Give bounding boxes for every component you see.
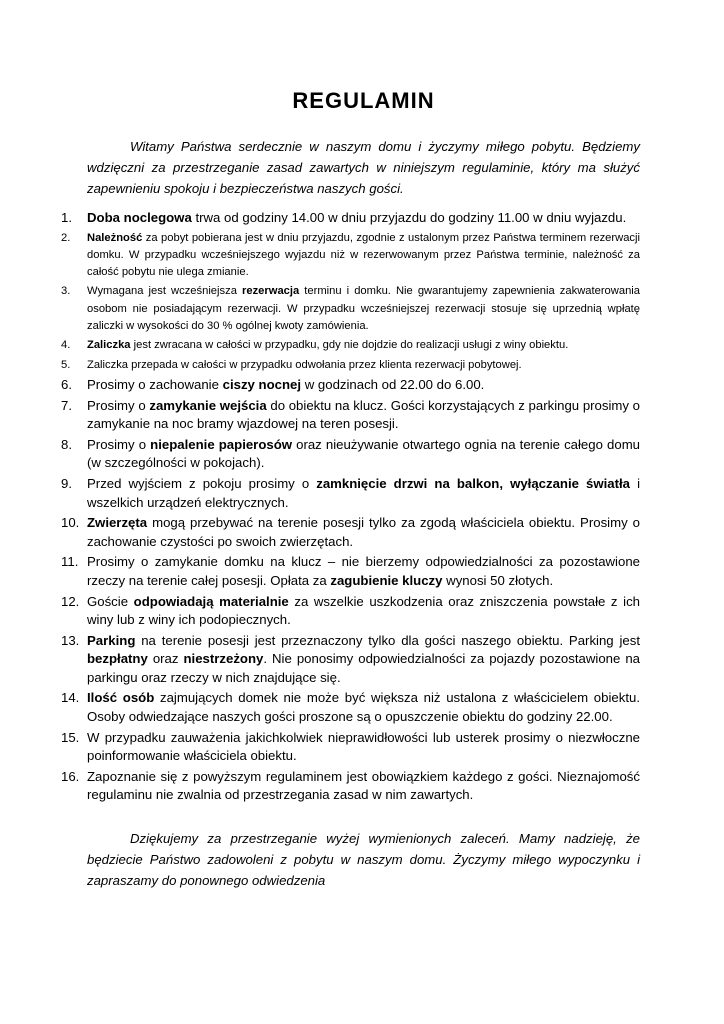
- rules-list: [61, 209, 641, 805]
- rule-bold-text: odpowiadają materialnie: [133, 593, 289, 609]
- rule-bold-text: niestrzeżony: [183, 651, 264, 667]
- rule-item: [61, 209, 640, 228]
- rule-item: [61, 357, 640, 374]
- rule-item: [61, 436, 641, 473]
- rule-text: Prosimy o zachowanie: [87, 376, 223, 392]
- rule-text: Prosimy o: [87, 436, 151, 452]
- rule-number: 13.: [61, 632, 80, 648]
- rule-item: [61, 729, 640, 766]
- rule-number: 10.: [61, 515, 80, 531]
- rule-item: [61, 397, 640, 434]
- rule-number: 12.: [61, 593, 80, 609]
- rule-item: [61, 283, 640, 335]
- rule-number: 11.: [61, 554, 79, 570]
- rule-text: Zapoznanie się z powyższym regulaminem jest obowiązkiem każdego z gości. Nieznajomość regulaminu nie zwalnia od przestrzegania zasad w nim zawartych.: [87, 768, 640, 803]
- rule-number: 14.: [61, 690, 80, 706]
- rule-text: Przed wyjściem z pokoju prosimy o: [87, 475, 317, 491]
- rule-text: . Nie ponosimy odpowiedzialności za pojazdy pozostawione na parkingu oraz rzeczy w nich znajdujące się.: [87, 651, 640, 685]
- rule-text: do obiektu na klucz. Gości korzystających z parkingu prosimy o zamykanie na noc bramy wjazdowej na teren posesji.: [87, 397, 640, 432]
- rule-text: Zaliczka przepada w całości w przypadku odwołania przez klienta rezerwacji pobytowej.: [87, 358, 522, 371]
- rule-bold-text: bezpłatny: [87, 651, 148, 667]
- rule-bold-text: zagubienie kluczy: [330, 572, 443, 588]
- rule-text: mogą przebywać na terenie posesji tylko za zgodą właściciela obiektu. Prosimy o zachowanie czystości po swoich zwierzętach.: [87, 515, 640, 549]
- rule-item: [61, 230, 640, 282]
- rule-number: 8.: [61, 436, 72, 452]
- rule-item: [61, 593, 640, 630]
- rule-bold-text: Zaliczka: [87, 339, 131, 352]
- rule-bold-text: zamknięcie drzwi na balkon, wyłączanie światła: [316, 475, 631, 491]
- page-title: REGULAMIN: [292, 88, 435, 113]
- rule-item: [61, 632, 640, 688]
- rule-text: w godzinach od 22.00 do 6.00.: [301, 376, 485, 392]
- rule-item: [61, 514, 640, 551]
- rule-number: 3.: [61, 285, 71, 298]
- rule-number: 16.: [61, 768, 80, 784]
- rule-text: za pobyt pobierana jest w dniu przyjazdu, zgodnie z ustalonym przez Państwa terminem rezerwacji domku. W przypadku wcześniejszego wyjazdu niż w rezerwowanym przez Państwa terminie, należność za całość pobytu nie ulega zmianie.: [87, 231, 640, 279]
- rule-item: [61, 475, 640, 512]
- rule-bold-text: ciszy nocnej: [222, 376, 302, 392]
- rule-text: oraz nieużywanie otwartego ognia na terenie całego domu (w szczególności w pokojach).: [87, 436, 641, 471]
- rule-text: trwa od godziny 14.00 w dniu przyjazdu do godziny 11.00 w dniu wyjazdu.: [191, 210, 627, 225]
- rule-item: [61, 376, 640, 395]
- rule-number: 15.: [61, 729, 80, 745]
- rule-number: 7.: [61, 397, 72, 413]
- rule-text: oraz: [147, 651, 184, 667]
- rule-bold-text: Doba noclegowa: [87, 210, 192, 225]
- rule-text: jest zwracana w całości w przypadku, gdy nie dojdzie do realizacji usługi z winy obiektu.: [130, 339, 569, 352]
- rule-number: 6.: [61, 376, 72, 392]
- rule-bold-text: Należność: [87, 231, 143, 244]
- intro-paragraph: Witamy Państwa serdecznie w naszym domu i życzymy miłego pobytu. Będziemy wdzięczni za przestrzeganie zasad zawartych w niniejszym regulaminie, który ma służyć zapewnieniu spokoju i bezpieczeństwa naszych gości.: [87, 139, 640, 196]
- rule-text: Prosimy o: [87, 397, 150, 413]
- rule-bold-text: rezerwacja: [242, 285, 300, 298]
- rule-number: 2.: [61, 231, 71, 244]
- rule-text: Wymagana jest wcześniejsza: [87, 285, 242, 298]
- rule-item: [61, 768, 640, 805]
- rule-item: [61, 337, 640, 354]
- rule-number: 5.: [61, 358, 71, 371]
- rule-text: wynosi 50 złotych.: [442, 572, 554, 588]
- rule-text: Prosimy o zamykanie domku na klucz – nie bierzemy odpowiedzialności za pozostawione rzeczy na terenie całej posesji. Opłata za: [87, 554, 640, 588]
- rule-text: na terenie posesji jest przeznaczony tylko dla gości naszego obiektu. Parking jest: [135, 632, 640, 648]
- rule-text: W przypadku zauważenia jakichkolwiek nieprawidłowości lub usterek prosimy o niezwłoczne poinformowanie właściciela obiektu.: [87, 729, 640, 764]
- rule-text: terminu i domku. Nie gwarantujemy zapewnienia zakwaterowania osobom nie posiadającym rezerwacji. W przypadku wcześniejszej rezerwacji stosuje się uprzednią wpłatę zaliczki w wysokości do 30 % ogólnej kwoty zamówienia.: [87, 285, 640, 333]
- rule-text: i wszelkich urządzeń elektrycznych.: [87, 475, 640, 510]
- rule-bold-text: Parking: [87, 632, 136, 648]
- closing-paragraph: Dziękujemy za przestrzeganie wyżej wymienionych zaleceń. Mamy nadzieję, że będziecie Państwo zadowoleni z pobytu w naszym domu. Życzymy miłego wypoczynku i zapraszamy do ponownego odwiedzenia: [87, 831, 640, 888]
- rule-number: 9.: [61, 475, 72, 491]
- rule-number: 4.: [61, 339, 71, 352]
- rule-bold-text: niepalenie papierosów: [150, 436, 293, 452]
- rule-item: [61, 689, 640, 726]
- rule-bold-text: zamykanie wejścia: [149, 397, 267, 413]
- rule-text: zajmujących domek nie może być większa niż ustalona z właścicielem obiektu. Osoby odwiedzające naszych gości proszone są o opuszczenie obiektu do godziny 22.00.: [87, 690, 640, 725]
- rule-bold-text: Ilość osób: [87, 690, 155, 706]
- rule-number: 1.: [61, 210, 72, 225]
- rule-item: [61, 553, 640, 590]
- rule-text: za wszelkie uszkodzenia oraz zniszczenia powstałe z ich winy lub z winy ich podopiecznych.: [87, 593, 640, 628]
- rule-bold-text: Zwierzęta: [87, 515, 148, 531]
- rule-text: Goście: [87, 593, 134, 609]
